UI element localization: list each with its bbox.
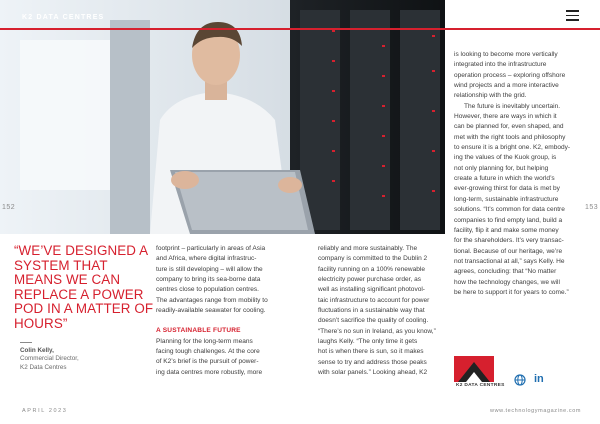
attribution-role: Commercial Director, <box>20 355 79 363</box>
hero-photo <box>0 0 445 234</box>
text-line: solutions. “It’s common for data centre <box>454 206 565 214</box>
text-line: ever-growing thirst for data is met by <box>454 185 560 193</box>
article-column-2 <box>318 244 450 378</box>
quote-attribution <box>20 347 79 372</box>
text-line: of K2’s brief is the pursuit of power- <box>156 358 259 366</box>
text-line: companies to find empty land, build a <box>454 216 563 224</box>
logo-text: K2 DATA CENTRES <box>456 383 505 388</box>
text-line: integrated into the infrastructure <box>454 61 547 69</box>
hero-photo-illustration <box>0 0 445 234</box>
text-line: fluctuations in a sustainable way that <box>318 307 425 315</box>
text-line: is looking to become more vertically <box>454 51 558 58</box>
text-line: met with the right tools and philosophy <box>454 133 566 141</box>
linkedin-icon[interactable]: in <box>534 373 544 385</box>
text-line: company is committed to the Dublin 2 <box>318 255 428 263</box>
text-line: facing tough challenges. At the core <box>156 348 260 356</box>
text-line: relationship with the grid. <box>454 92 527 100</box>
text-line: not only planning for, but helping <box>454 164 549 172</box>
globe-icon[interactable] <box>514 374 526 386</box>
attribution-name: Colin Kelly, <box>20 347 54 354</box>
text-line: how the technology changes, we will <box>454 278 560 286</box>
article-column-3 <box>454 50 594 298</box>
header-accent-line <box>0 28 600 30</box>
text-line: “There’s no sun in Ireland, as you know,” <box>318 327 436 335</box>
text-line: long-term, sustainable infrastructure <box>454 195 559 203</box>
text-line: create a future in which the world’s <box>454 175 555 183</box>
text-line: footprint – particularly in areas of Asia <box>156 245 266 252</box>
text-line: ture is still developing – will allow the <box>156 265 263 273</box>
text-line: facility running on a 100% renewable <box>318 265 426 273</box>
hamburger-menu-icon[interactable] <box>566 10 579 21</box>
quote-divider <box>20 342 32 343</box>
footer-issue-date: APRIL 2023 <box>22 408 68 414</box>
text-line: not transactional at all,” says Kelly. He <box>454 257 565 265</box>
pull-quote: “WE’VE DESIGNED A SYSTEM THAT MEANS WE CAN REPLACE A POWER POD IN A MATTER OF HOURS” <box>14 243 154 331</box>
page-number-right: 153 <box>585 204 599 211</box>
text-line: company to bring its sea-borne data <box>156 276 261 284</box>
text-line: However, there are ways in which it <box>454 113 557 121</box>
text-line: sense to try and address those peaks <box>318 358 427 366</box>
text-line: ing data centres more robustly, more <box>156 368 263 376</box>
text-line: with solar panels.” Looking ahead, K2 <box>318 369 428 377</box>
text-line: wind projects and a more interactive <box>454 82 559 90</box>
article-column-1 <box>156 244 306 378</box>
text-line: taic infrastructure to account for power <box>318 296 430 304</box>
text-line: laughs Kelly. “The only time it gets <box>318 338 418 346</box>
text-line: facility, flip it and make some money <box>454 226 559 234</box>
text-line: operation process – exploring offshore <box>454 71 566 79</box>
text-line: agrees, concluding: that “No matter <box>454 268 557 276</box>
text-line: Planning for the long-term means <box>156 337 253 345</box>
page-number-left: 152 <box>2 204 16 211</box>
text-line: reliably and more sustainably. The <box>318 245 418 252</box>
footer-website-link[interactable]: www.technologymagazine.com <box>490 408 582 414</box>
section-subheading: A SUSTAINABLE FUTURE <box>156 327 241 335</box>
text-line: electricity power purchase order, as <box>318 276 421 284</box>
text-line: readily-available seawater for cooling. <box>156 307 266 315</box>
text-line: to ensure it is a bright one. K2, embody- <box>454 144 571 152</box>
text-line: The advantages range from mobility to <box>156 296 268 304</box>
text-line: well as installing significant photovol- <box>318 286 425 294</box>
text-line: ing the values of the Kuok group, is <box>454 154 557 162</box>
text-line: tional. Because of our heritage, we’re <box>454 247 563 255</box>
text-line: The future is inevitably uncertain. <box>464 102 561 110</box>
text-line: centres close to population centres. <box>156 286 259 294</box>
text-line: can be planned for, even shaped, and <box>454 123 564 131</box>
text-line: for the shareholders. It’s very transac- <box>454 237 564 245</box>
text-line: and Africa, where digital infrastruc- <box>156 255 257 263</box>
header-brand: K2 DATA CENTRES <box>22 14 105 21</box>
text-line: be here to support it for years to come.” <box>454 288 569 296</box>
attribution-company: K2 Data Centres <box>20 363 67 371</box>
text-line: doesn’t sacrifice the quality of cooling. <box>318 317 429 325</box>
text-line: hot is when there is sun, so it makes <box>318 348 424 356</box>
